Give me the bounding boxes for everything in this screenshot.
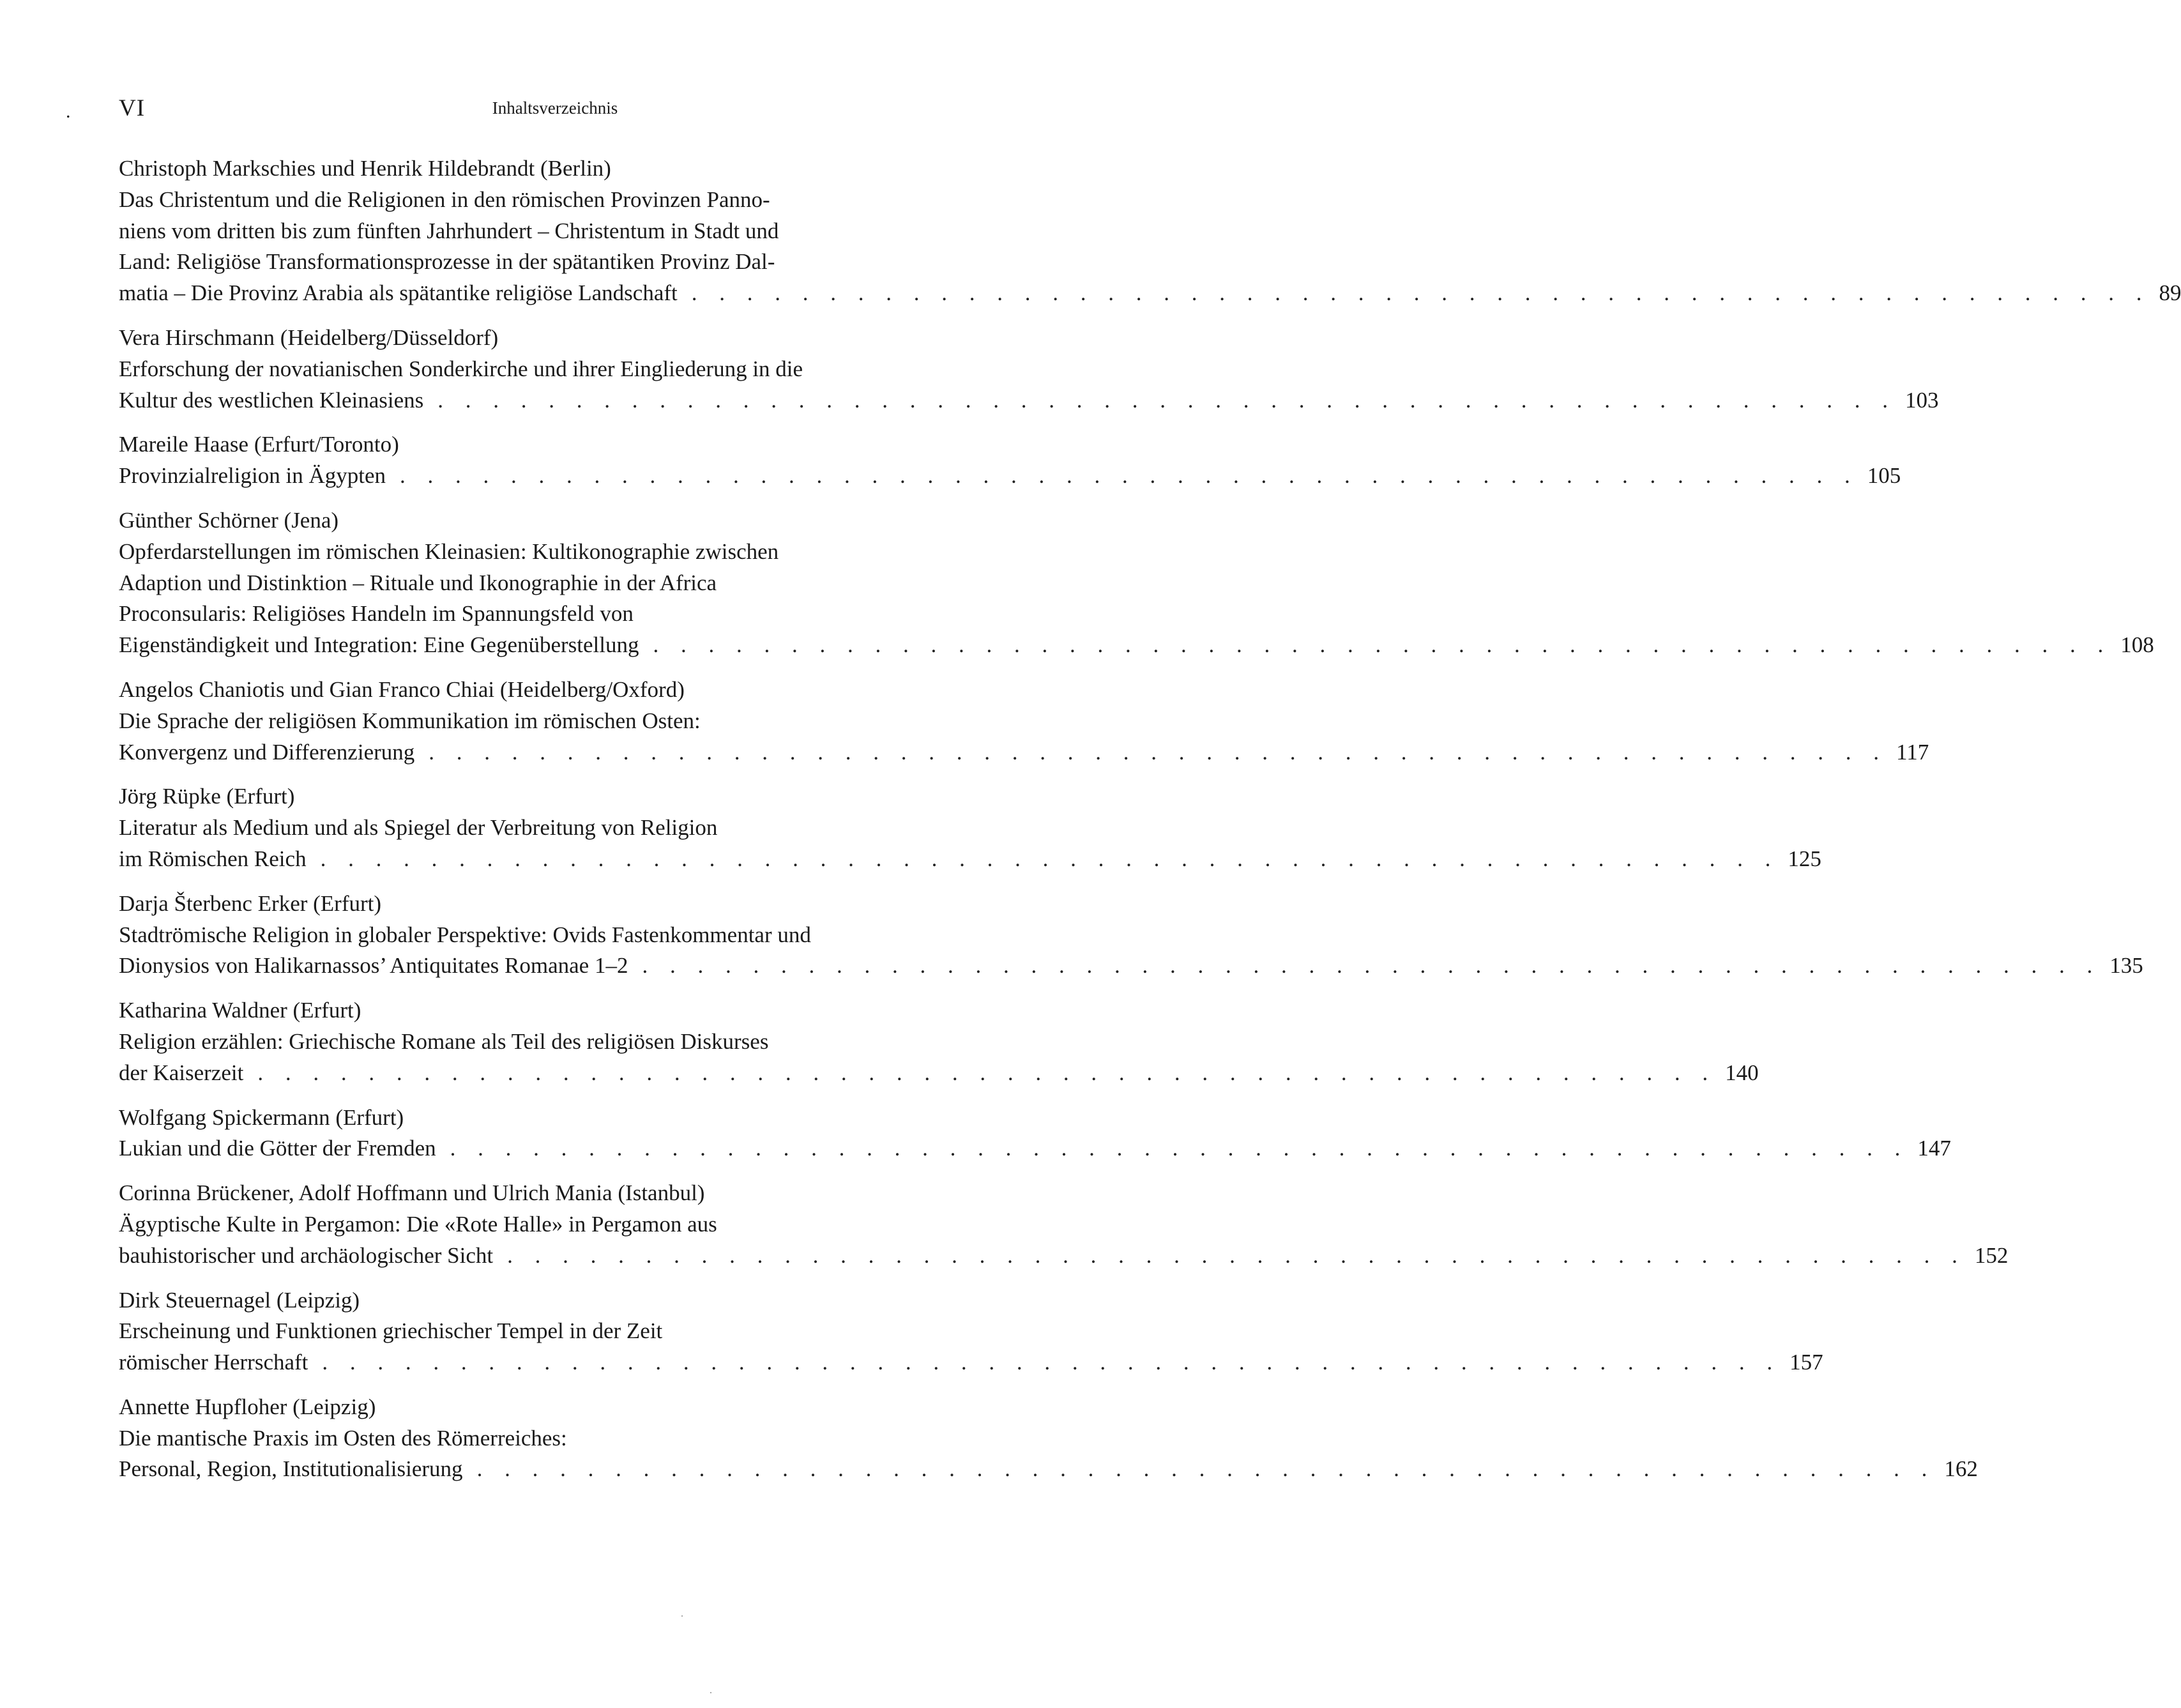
page-number: VI — [119, 95, 146, 121]
entry-title-line: Die Sprache der religiösen Kommunikation im römischen Osten: — [119, 708, 701, 733]
entry-final-line — [119, 385, 1939, 416]
entry-title-line: matia – Die Provinz Arabia als spätantike religiöse Landschaft — [119, 280, 678, 306]
entry-final-line — [119, 1347, 1823, 1378]
entry-final-line — [119, 278, 2181, 309]
stray-mark: . — [66, 101, 71, 122]
toc-entry — [119, 1102, 1951, 1165]
entry-final-line — [119, 630, 2154, 661]
page-title: Inhaltsverzeichnis — [492, 98, 618, 118]
entry-title-line: im Römischen Reich — [119, 846, 307, 871]
toc-entry — [119, 781, 1821, 874]
toc-entry — [119, 995, 1759, 1088]
dot-leader: . . . . . . . . . . . . . . . . . . . . . . . . . . . . . . . . . . . . . . . . . . . . . . . . . . . . . — [320, 846, 1779, 871]
entry-title-line: Kultur des westlichen Kleinasiens — [119, 387, 424, 413]
entry-authors: Darja Šterbenc Erker (Erfurt) — [119, 890, 382, 916]
entry-page-number: 140 — [1725, 1060, 1759, 1085]
entry-page-number: 157 — [1790, 1350, 1823, 1375]
entry-page-number: 125 — [1788, 846, 1821, 871]
entry-final-line — [119, 461, 1901, 492]
dot-leader: . . . . . . . . . . . . . . . . . . . . . . . . . . . . . . . . . . . . . . . . . . . . . . . . . . . . . — [429, 739, 1888, 765]
entry-title-line: Erforschung der novatianischen Sonderkirche und ihrer Eingliederung in die — [119, 356, 803, 381]
entry-page-number: 117 — [1896, 739, 1929, 765]
toc-entry — [119, 505, 2154, 661]
dot-leader: . . . . . . . . . . . . . . . . . . . . . . . . . . . . . . . . . . . . . . . . . . . . . . . . . . . . . — [257, 1060, 1717, 1085]
entry-title-line: Religion erzählen: Griechische Romane als Teil des religiösen Diskurses — [119, 1028, 769, 1054]
entry-title-line: Dionysios von Halikarnassos’ Antiquitates Romanae 1–2 — [119, 953, 628, 979]
entry-page-number: 103 — [1905, 387, 1939, 413]
entry-authors: Wolfgang Spickermann (Erfurt) — [119, 1104, 404, 1130]
entry-page-number: 89 — [2159, 280, 2181, 306]
entry-authors: Corinna Brückener, Adolf Hoffmann und Ulrich Mania (Istanbul) — [119, 1180, 705, 1206]
entry-title-line: Personal, Region, Institutionalisierung — [119, 1456, 463, 1482]
dot-leader: . . . . . . . . . . . . . . . . . . . . . . . . . . . . . . . . . . . . . . . . . . . . . . . . . . . . . — [322, 1350, 1781, 1375]
entry-authors: Günther Schörner (Jena) — [119, 507, 339, 533]
entry-title-line: Eigenständigkeit und Integration: Eine Gegenüberstellung — [119, 632, 639, 658]
entry-final-line — [119, 844, 1821, 875]
entry-title-line: Stadtrömische Religion in globaler Perspektive: Ovids Fastenkommentar und — [119, 922, 811, 947]
entry-authors: Mareile Haase (Erfurt/Toronto) — [119, 432, 399, 457]
entry-page-number: 105 — [1867, 463, 1901, 489]
table-of-contents — [119, 153, 2181, 1498]
entry-title-line: niens vom dritten bis zum fünften Jahrhundert – Christentum in Stadt und — [119, 218, 779, 243]
entry-title-line: Literatur als Medium und als Spiegel der Verbreitung von Religion — [119, 815, 718, 841]
toc-entry — [119, 153, 2181, 309]
entry-final-line — [119, 1240, 2009, 1272]
entry-title-line: Provinzialreligion in Ägypten — [119, 463, 386, 489]
running-head — [119, 95, 991, 126]
toc-entry — [119, 1392, 1978, 1485]
toc-entry — [119, 675, 1929, 768]
entry-title-line: Die mantische Praxis im Osten des Römerreiches: — [119, 1425, 567, 1451]
toc-entry — [119, 1178, 2009, 1271]
scan-speck: · — [709, 1686, 713, 1699]
toc-entry — [119, 429, 1901, 492]
entry-title-line: Land: Religiöse Transformationsprozesse in der spätantiken Provinz Dal- — [119, 249, 775, 275]
entry-page-number: 162 — [1944, 1456, 1978, 1482]
entry-authors: Christoph Markschies und Henrik Hildebrandt (Berlin) — [119, 156, 611, 181]
entry-authors: Katharina Waldner (Erfurt) — [119, 998, 361, 1023]
entry-title-line: Lukian und die Götter der Fremden — [119, 1136, 436, 1161]
entry-title-line: Adaption und Distinktion – Rituale und Ikonographie in der Africa — [119, 570, 717, 595]
entry-final-line — [119, 1133, 1951, 1164]
entry-authors: Dirk Steuernagel (Leipzig) — [119, 1287, 360, 1313]
entry-title-line: Proconsularis: Religiöses Handeln im Spannungsfeld von — [119, 601, 634, 627]
entry-title-line: bauhistorischer und archäologischer Sicht — [119, 1242, 494, 1268]
entry-page-number: 152 — [1974, 1242, 2009, 1268]
entry-title-line: Das Christentum und die Religionen in den römischen Provinzen Panno- — [119, 187, 770, 212]
dot-leader: . . . . . . . . . . . . . . . . . . . . . . . . . . . . . . . . . . . . . . . . . . . . . . . . . . . . . — [399, 463, 1858, 489]
entry-authors: Vera Hirschmann (Heidelberg/Düsseldorf) — [119, 324, 499, 350]
entry-page-number: 108 — [2120, 632, 2154, 658]
entry-title-line: Konvergenz und Differenzierung — [119, 739, 415, 765]
entry-authors: Jörg Rüpke (Erfurt) — [119, 784, 295, 809]
entry-final-line — [119, 950, 2143, 982]
entry-authors: Angelos Chaniotis und Gian Franco Chiai (Heidelberg/Oxford) — [119, 676, 685, 702]
dot-leader: . . . . . . . . . . . . . . . . . . . . . . . . . . . . . . . . . . . . . . . . . . . . . . . . . . . . . — [437, 387, 1897, 413]
entry-page-number: 147 — [1917, 1136, 1951, 1161]
scan-speck: · — [680, 1610, 684, 1622]
entry-final-line — [119, 1454, 1978, 1485]
toc-entry — [119, 888, 2143, 982]
entry-title-line: Opferdarstellungen im römischen Kleinasien: Kultikonographie zwischen — [119, 538, 779, 564]
entry-title-line: Erscheinung und Funktionen griechischer Tempel in der Zeit — [119, 1318, 663, 1344]
dot-leader: . . . . . . . . . . . . . . . . . . . . . . . . . . . . . . . . . . . . . . . . . . . . . . . . . . . . . — [476, 1456, 1936, 1482]
toc-entry — [119, 1285, 1823, 1378]
entry-title-line: römischer Herrschaft — [119, 1350, 308, 1375]
entry-final-line — [119, 737, 1929, 768]
dot-leader: . . . . . . . . . . . . . . . . . . . . . . . . . . . . . . . . . . . . . . . . . . . . . . . . . . . . . — [507, 1242, 1966, 1268]
entry-title-line: der Kaiserzeit — [119, 1060, 244, 1085]
dot-leader: . . . . . . . . . . . . . . . . . . . . . . . . . . . . . . . . . . . . . . . . . . . . . . . . . . . . . — [642, 953, 2101, 979]
entry-final-line — [119, 1058, 1759, 1089]
entry-page-number: 135 — [2109, 953, 2143, 979]
entry-authors: Annette Hupfloher (Leipzig) — [119, 1394, 376, 1419]
dot-leader: . . . . . . . . . . . . . . . . . . . . . . . . . . . . . . . . . . . . . . . . . . . . . . . . . . . . . — [653, 632, 2112, 658]
dot-leader: . . . . . . . . . . . . . . . . . . . . . . . . . . . . . . . . . . . . . . . . . . . . . . . . . . . . . — [450, 1136, 1909, 1161]
toc-entry — [119, 323, 1939, 416]
dot-leader: . . . . . . . . . . . . . . . . . . . . . . . . . . . . . . . . . . . . . . . . . . . . . . . . . . . . . — [691, 280, 2150, 306]
entry-title-line: Ägyptische Kulte in Pergamon: Die «Rote Halle» in Pergamon aus — [119, 1211, 717, 1237]
